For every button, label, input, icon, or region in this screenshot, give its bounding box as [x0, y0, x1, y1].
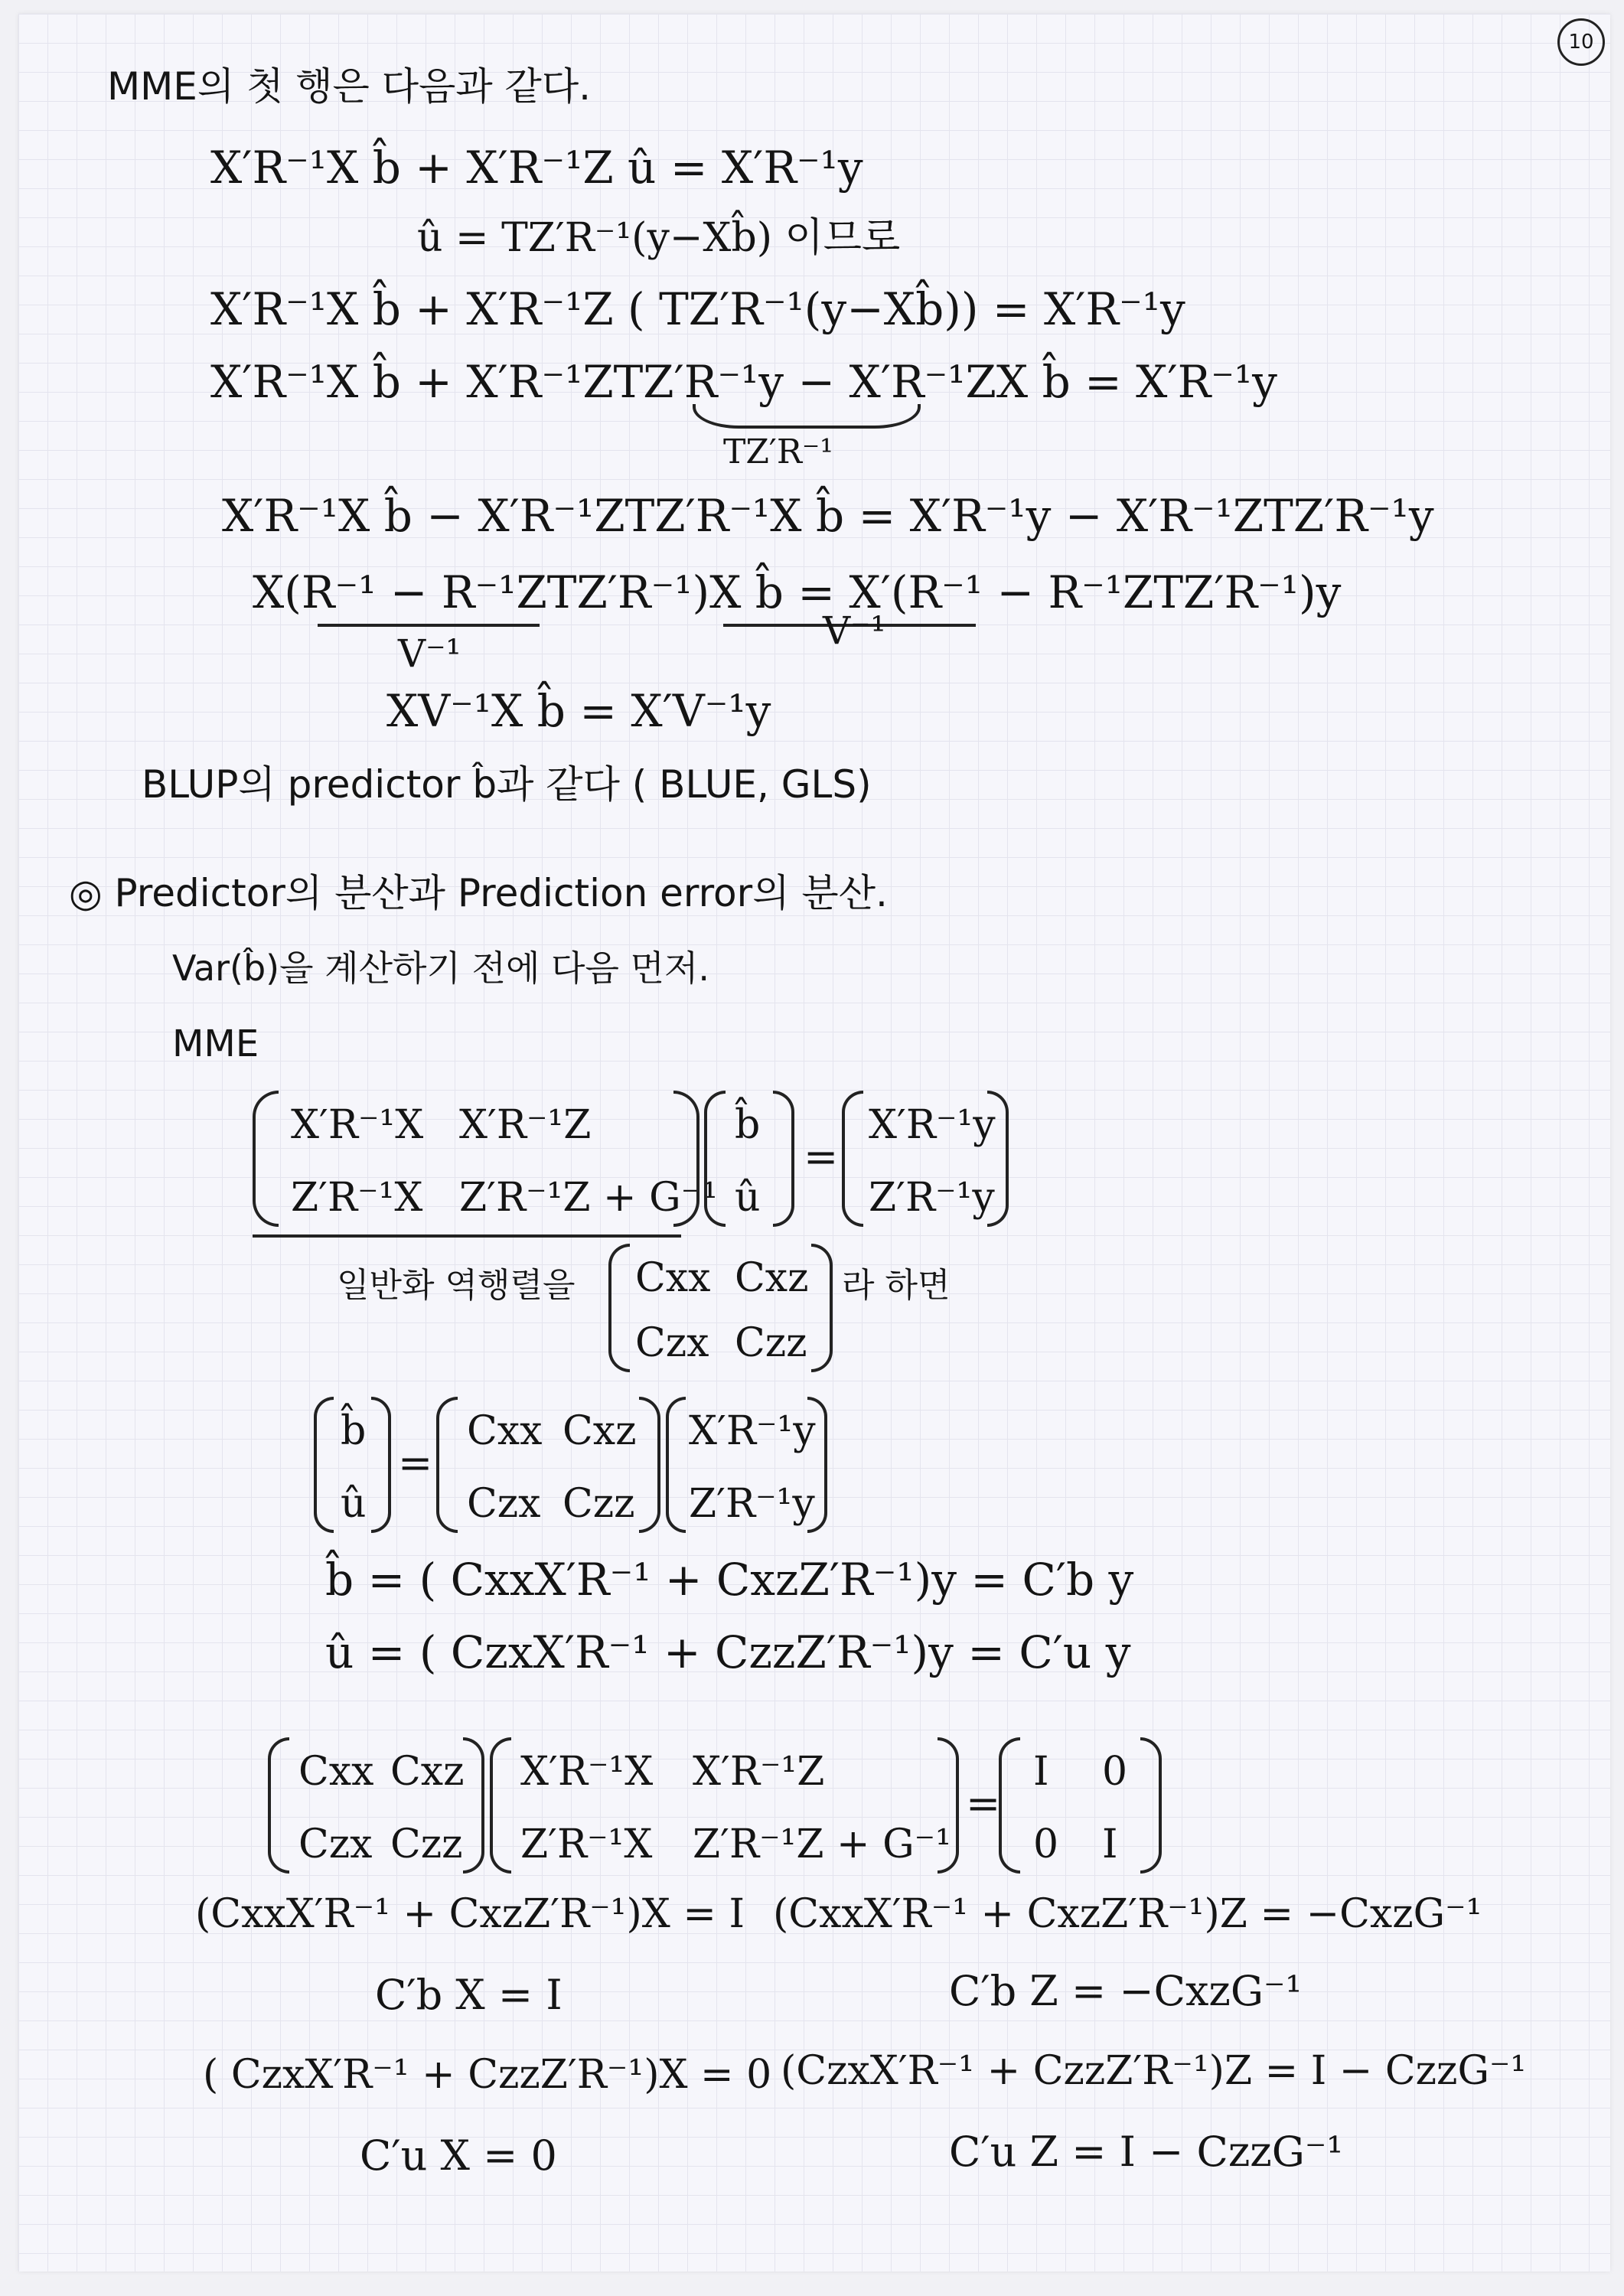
var-intro: Var(b̂)을 계산하기 전에 다음 먼저.: [172, 947, 709, 989]
result-left-3: ( CzxX′R⁻¹ + CzzZ′R⁻¹)X = 0: [203, 2052, 772, 2098]
product-c-1-1: Cxx: [298, 1749, 374, 1795]
b-hat-equation: b̂ = ( CxxX′R⁻¹ + CxzZ′R⁻¹)y = C′b y: [325, 1554, 1134, 1606]
product-c-left-bracket: [268, 1737, 289, 1874]
rhs-1: X′R⁻¹y: [869, 1102, 996, 1148]
intro-text: MME의 첫 행은 다음과 같다.: [107, 64, 592, 109]
solution-c-1-2: Cxz: [563, 1408, 637, 1454]
section-heading: ◎ Predictor의 분산과 Prediction error의 분산.: [69, 871, 888, 915]
identity-right-bracket: [1140, 1737, 1162, 1874]
solution-right-bracket: [371, 1397, 391, 1533]
generalized-inverse-suffix: 라 하면: [842, 1266, 951, 1305]
product-mme-1-2: X′R⁻¹Z: [693, 1749, 825, 1795]
underbrace: [693, 404, 921, 429]
product-c-2-2: Czz: [390, 1821, 463, 1867]
rhs-right-bracket: [987, 1091, 1009, 1227]
solution-rhs-right-bracket: [807, 1397, 827, 1533]
product-c-1-2: Cxz: [390, 1749, 465, 1795]
solution-rhs-1: X′R⁻¹y: [689, 1408, 816, 1454]
v-inverse-left: V⁻¹: [398, 631, 461, 676]
c-matrix-1-1: Cxx: [635, 1255, 711, 1301]
mme-matrix-right-bracket: [673, 1091, 699, 1227]
solution-u: û: [341, 1481, 367, 1527]
product-mme-2-2: Z′R⁻¹Z + G⁻¹: [693, 1821, 951, 1867]
c-matrix-2-2: Czz: [735, 1320, 807, 1366]
u-hat-equation: û = ( CzxX′R⁻¹ + CzzZ′R⁻¹)y = C′u y: [325, 1626, 1131, 1678]
identity-2-1: 0: [1033, 1821, 1059, 1867]
product-equals: =: [966, 1779, 1001, 1828]
derivation-line-3: X′R⁻¹X b̂ + X′R⁻¹Z ( TZ′R⁻¹(y−Xb̂)) = X′R⁻¹y: [210, 283, 1185, 335]
identity-left-bracket: [999, 1737, 1020, 1874]
product-mme-right-bracket: [938, 1737, 959, 1874]
page-number: 10: [1557, 18, 1605, 66]
derivation-line-1: X′R⁻¹X b̂ + X′R⁻¹Z û = X′R⁻¹y: [210, 142, 863, 194]
result-right-1: (CxxX′R⁻¹ + CxzZ′R⁻¹)Z = −CxzG⁻¹: [773, 1891, 1482, 1937]
blup-note: BLUP의 predictor b̂과 같다 ( BLUE, GLS): [142, 762, 872, 807]
unknown-b: b̂: [735, 1102, 761, 1148]
solution-c-2-1: Czx: [467, 1481, 541, 1527]
solution-rhs-left-bracket: [666, 1397, 686, 1533]
result-left-1: (CxxX′R⁻¹ + CxzZ′R⁻¹)X = I: [195, 1891, 745, 1937]
derivation-line-4: X′R⁻¹X b̂ + X′R⁻¹ZTZ′R⁻¹y − X′R⁻¹ZX b̂ = X′R⁻¹y: [210, 356, 1277, 408]
solution-c-left-bracket: [436, 1397, 458, 1533]
mme-label: MME: [172, 1022, 259, 1065]
solution-c-2-2: Czz: [563, 1481, 635, 1527]
solution-equals: =: [398, 1439, 433, 1487]
mme-cell-1-1: X′R⁻¹X: [291, 1102, 424, 1148]
unknowns-left-bracket: [704, 1091, 726, 1227]
solution-rhs-2: Z′R⁻¹y: [689, 1481, 815, 1527]
product-c-right-bracket: [463, 1737, 484, 1874]
v-inverse-right: V⁻¹: [823, 608, 886, 653]
result-right-3: (CzxX′R⁻¹ + CzzZ′R⁻¹)Z = I − CzzG⁻¹: [781, 2048, 1527, 2094]
identity-1-2: 0: [1102, 1749, 1128, 1795]
derivation-line-6: X(R⁻¹ − R⁻¹ZTZ′R⁻¹)X b̂ = X′(R⁻¹ − R⁻¹ZTZ′R⁻¹)y: [253, 566, 1342, 618]
c-matrix-left-bracket: [608, 1244, 630, 1372]
product-mme-2-1: Z′R⁻¹X: [520, 1821, 653, 1867]
mme-cell-1-2: X′R⁻¹Z: [459, 1102, 592, 1148]
mme-underline: [253, 1234, 681, 1238]
product-mme-left-bracket: [490, 1737, 511, 1874]
result-left-2: C′b X = I: [375, 1971, 563, 2019]
product-mme-1-1: X′R⁻¹X: [520, 1749, 654, 1795]
mme-equals: =: [804, 1133, 839, 1181]
mme-cell-2-1: Z′R⁻¹X: [291, 1175, 423, 1221]
derivation-line-7: XV⁻¹X b̂ = X′V⁻¹y: [386, 685, 771, 737]
result-left-4: C′u X = 0: [360, 2131, 557, 2180]
c-matrix-2-1: Czx: [635, 1320, 709, 1366]
solution-c-1-1: Cxx: [467, 1408, 543, 1454]
underbrace-label: TZ′R⁻¹: [723, 432, 833, 471]
identity-2-2: I: [1102, 1821, 1118, 1867]
identity-1-1: I: [1033, 1749, 1049, 1795]
mme-matrix-left-bracket: [253, 1091, 279, 1227]
solution-left-bracket: [314, 1397, 334, 1533]
generalized-inverse-text: 일반화 역행렬을: [337, 1266, 576, 1305]
product-c-2-1: Czx: [298, 1821, 373, 1867]
mme-cell-2-2: Z′R⁻¹Z + G⁻¹: [459, 1175, 718, 1221]
rhs-left-bracket: [842, 1091, 863, 1227]
unknowns-right-bracket: [773, 1091, 794, 1227]
derivation-line-5: X′R⁻¹X b̂ − X′R⁻¹ZTZ′R⁻¹X b̂ = X′R⁻¹y − X′R⁻¹ZTZ′R⁻¹y: [222, 490, 1434, 542]
solution-c-right-bracket: [639, 1397, 660, 1533]
derivation-line-2: û = TZ′R⁻¹(y−Xb̂) 이므로: [417, 215, 901, 261]
c-matrix-right-bracket: [811, 1244, 833, 1372]
rhs-2: Z′R⁻¹y: [869, 1175, 995, 1221]
result-right-2: C′b Z = −CxzG⁻¹: [949, 1967, 1303, 2015]
solution-b: b̂: [341, 1408, 367, 1454]
unknown-u: û: [735, 1175, 761, 1221]
c-matrix-1-2: Cxz: [735, 1255, 809, 1301]
result-right-4: C′u Z = I − CzzG⁻¹: [949, 2128, 1344, 2176]
fraction-bar-left: [318, 624, 540, 627]
